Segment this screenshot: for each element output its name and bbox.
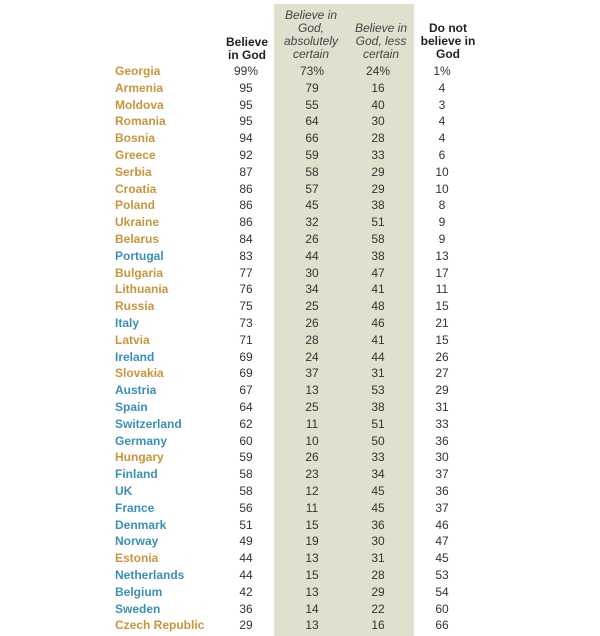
value-cell: 44 <box>239 568 253 582</box>
country-label: Germany <box>115 433 168 448</box>
value-cell: 36 <box>239 601 253 616</box>
value-cell: 37 <box>305 366 319 381</box>
value-cell: 87 <box>239 164 253 179</box>
value-cell: 60 <box>239 433 253 448</box>
table-row <box>0 467 600 484</box>
value-cell: 4 <box>438 80 446 95</box>
value-cell: 62 <box>239 416 253 431</box>
header-less-certain: Believe in God, less certain <box>354 21 408 61</box>
value-cell: 30 <box>305 265 319 280</box>
value-cell: 95 <box>239 114 253 129</box>
table-row <box>0 299 600 316</box>
value-cell: 26 <box>305 316 319 330</box>
value-cell: 25 <box>305 400 319 414</box>
value-cell: 33 <box>371 148 385 162</box>
value-cell: 83 <box>239 248 253 263</box>
value-cell: 59 <box>305 148 319 162</box>
value-cell: 36 <box>435 484 449 498</box>
country-label: Estonia <box>115 551 159 566</box>
value-cell: 53 <box>371 383 385 398</box>
value-cell: 41 <box>371 332 385 347</box>
value-cell: 77 <box>239 265 253 280</box>
value-cell: 44 <box>239 551 253 566</box>
value-cell: 4 <box>438 131 446 146</box>
value-cell: 73 <box>239 316 253 330</box>
value-cell: 34 <box>305 282 319 297</box>
value-cell: 57 <box>305 181 319 196</box>
country-label: Austria <box>115 383 157 398</box>
country-label: Armenia <box>115 80 164 95</box>
value-cell: 15 <box>305 568 319 582</box>
value-cell: 38 <box>371 248 385 263</box>
value-cell: 84 <box>239 232 253 246</box>
value-cell: 44 <box>371 349 385 364</box>
country-label: Georgia <box>115 64 161 78</box>
country-label: Slovakia <box>115 366 164 381</box>
value-cell: 59 <box>239 450 253 465</box>
value-cell: 56 <box>239 500 253 515</box>
value-cell: 86 <box>239 215 253 230</box>
country-label: Latvia <box>115 332 150 347</box>
value-cell: 27 <box>435 366 449 381</box>
value-cell: 37 <box>435 500 449 515</box>
country-label: Moldova <box>115 97 164 112</box>
value-cell: 13 <box>435 248 449 263</box>
value-cell: 26 <box>305 232 319 246</box>
value-cell: 24% <box>365 64 391 78</box>
country-label: Greece <box>115 148 156 162</box>
table-row <box>0 501 600 518</box>
country-label: Ukraine <box>115 215 160 230</box>
value-cell: 40 <box>371 97 385 112</box>
value-cell: 25 <box>305 299 319 314</box>
country-label: Switzerland <box>115 416 182 431</box>
value-cell: 76 <box>239 282 253 297</box>
table-row <box>0 148 600 165</box>
country-label: Ireland <box>115 349 155 364</box>
value-cell: 94 <box>239 131 253 146</box>
table-row <box>0 434 600 451</box>
country-label: UK <box>115 484 133 498</box>
table-row <box>0 114 600 131</box>
value-cell: 64 <box>305 114 319 129</box>
value-cell: 73% <box>299 64 325 78</box>
country-label: Hungary <box>115 450 164 465</box>
table-row <box>0 618 600 635</box>
value-cell: 10 <box>305 433 319 448</box>
table-row <box>0 400 600 417</box>
value-cell: 58 <box>371 232 385 246</box>
value-cell: 51 <box>371 215 385 230</box>
table-row <box>0 602 600 619</box>
value-cell: 41 <box>371 282 385 297</box>
value-cell: 3 <box>438 97 446 112</box>
value-cell: 38 <box>371 400 385 414</box>
table-row <box>0 417 600 434</box>
value-cell: 92 <box>239 148 253 162</box>
table-row <box>0 350 600 367</box>
value-cell: 50 <box>371 433 385 448</box>
table-row <box>0 316 600 333</box>
table-row <box>0 198 600 215</box>
value-cell: 9 <box>438 232 446 246</box>
value-cell: 30 <box>371 534 385 549</box>
value-cell: 69 <box>239 366 253 381</box>
table-row <box>0 266 600 283</box>
value-cell: 51 <box>371 416 385 431</box>
value-cell: 38 <box>371 198 385 213</box>
value-cell: 26 <box>435 349 449 364</box>
value-cell: 26 <box>305 450 319 465</box>
table-row <box>0 383 600 400</box>
value-cell: 95 <box>239 80 253 95</box>
table-row <box>0 366 600 383</box>
country-label: Bosnia <box>115 131 156 146</box>
value-cell: 11 <box>305 416 319 431</box>
country-label: Denmark <box>115 517 167 532</box>
value-cell: 16 <box>371 618 385 633</box>
country-label: Bulgaria <box>115 265 164 280</box>
value-cell: 66 <box>305 131 319 146</box>
value-cell: 32 <box>305 215 319 230</box>
value-cell: 75 <box>239 299 253 314</box>
value-cell: 48 <box>371 299 385 314</box>
table-row <box>0 81 600 98</box>
country-label: Sweden <box>115 601 161 616</box>
value-cell: 67 <box>239 383 253 398</box>
country-label: Belgium <box>115 584 163 599</box>
value-cell: 33 <box>435 416 449 431</box>
value-cell: 95 <box>239 97 253 112</box>
value-cell: 86 <box>239 198 253 213</box>
value-cell: 31 <box>435 400 449 414</box>
value-cell: 11 <box>435 282 449 297</box>
value-cell: 45 <box>305 198 319 213</box>
value-cell: 28 <box>371 131 385 146</box>
country-label: Netherlands <box>115 568 185 582</box>
country-label: Russia <box>115 299 155 314</box>
table-row <box>0 518 600 535</box>
table-row <box>0 182 600 199</box>
value-cell: 17 <box>435 265 449 280</box>
table-row <box>0 534 600 551</box>
value-cell: 34 <box>371 467 385 482</box>
table-row <box>0 568 600 585</box>
table-row <box>0 333 600 350</box>
value-cell: 51 <box>239 517 253 532</box>
value-cell: 47 <box>371 265 385 280</box>
value-cell: 30 <box>435 450 449 465</box>
country-label: Spain <box>115 400 148 414</box>
value-cell: 66 <box>435 618 449 633</box>
table-row <box>0 64 600 81</box>
value-cell: 8 <box>438 198 446 213</box>
value-cell: 44 <box>305 248 319 263</box>
country-label: Norway <box>115 534 159 549</box>
value-cell: 10 <box>435 181 449 196</box>
value-cell: 13 <box>305 584 319 599</box>
value-cell: 15 <box>435 332 449 347</box>
value-cell: 19 <box>305 534 319 549</box>
value-cell: 13 <box>305 551 319 566</box>
value-cell: 28 <box>305 332 319 347</box>
value-cell: 29 <box>435 383 449 398</box>
country-label: Portugal <box>115 248 164 263</box>
table-row <box>0 165 600 182</box>
value-cell: 79 <box>305 80 319 95</box>
value-cell: 37 <box>435 467 449 482</box>
country-label: Belarus <box>115 232 160 246</box>
value-cell: 30 <box>371 114 385 129</box>
value-cell: 14 <box>305 601 319 616</box>
table-row <box>0 585 600 602</box>
country-label: Italy <box>115 316 140 330</box>
country-label: Lithuania <box>115 282 169 297</box>
country-label: France <box>115 500 155 515</box>
value-cell: 58 <box>305 164 319 179</box>
value-cell: 15 <box>435 299 449 314</box>
value-cell: 49 <box>239 534 253 549</box>
value-cell: 36 <box>435 433 449 448</box>
value-cell: 86 <box>239 181 253 196</box>
value-cell: 29 <box>239 618 253 633</box>
value-cell: 46 <box>435 517 449 532</box>
value-cell: 36 <box>371 517 385 532</box>
value-cell: 31 <box>371 366 385 381</box>
value-cell: 23 <box>305 467 319 482</box>
value-cell: 46 <box>371 316 385 330</box>
value-cell: 42 <box>239 584 253 599</box>
value-cell: 71 <box>239 332 253 347</box>
value-cell: 13 <box>305 618 319 633</box>
value-cell: 58 <box>239 484 253 498</box>
country-label: Poland <box>115 198 156 213</box>
value-cell: 29 <box>371 164 385 179</box>
value-cell: 55 <box>305 97 319 112</box>
value-cell: 45 <box>371 484 385 498</box>
table-row <box>0 232 600 249</box>
value-cell: 47 <box>435 534 449 549</box>
value-cell: 6 <box>438 148 446 162</box>
value-cell: 28 <box>371 568 385 582</box>
table-row <box>0 551 600 568</box>
country-label: Serbia <box>115 164 152 179</box>
country-label: Finland <box>115 467 158 482</box>
value-cell: 13 <box>305 383 319 398</box>
value-cell: 45 <box>435 551 449 566</box>
table-row <box>0 282 600 299</box>
table-row <box>0 131 600 148</box>
table-row <box>0 484 600 501</box>
value-cell: 4 <box>438 114 446 129</box>
value-cell: 29 <box>371 584 385 599</box>
value-cell: 99% <box>233 64 259 78</box>
table-row <box>0 450 600 467</box>
header-not-believe: Do not believe in God <box>420 21 476 61</box>
value-cell: 22 <box>371 601 385 616</box>
value-cell: 33 <box>371 450 385 465</box>
value-cell: 1% <box>433 64 451 78</box>
country-label: Czech Republic <box>115 618 205 633</box>
country-label: Romania <box>115 114 166 129</box>
value-cell: 24 <box>305 349 319 364</box>
value-cell: 12 <box>305 484 319 498</box>
value-cell: 9 <box>438 215 446 230</box>
value-cell: 21 <box>435 316 449 330</box>
value-cell: 54 <box>435 584 449 599</box>
value-cell: 60 <box>435 601 449 616</box>
value-cell: 16 <box>371 80 385 95</box>
table-row <box>0 249 600 266</box>
header-believe: Believe in God <box>225 35 269 62</box>
value-cell: 64 <box>239 400 253 414</box>
value-cell: 15 <box>305 517 319 532</box>
value-cell: 11 <box>305 500 319 515</box>
table-row <box>0 215 600 232</box>
header-certain: Believe in God, absolutely certain <box>283 8 339 61</box>
country-label: Croatia <box>115 181 157 196</box>
value-cell: 31 <box>371 551 385 566</box>
value-cell: 10 <box>435 164 449 179</box>
value-cell: 58 <box>239 467 253 482</box>
value-cell: 53 <box>435 568 449 582</box>
value-cell: 45 <box>371 500 385 515</box>
table-row <box>0 98 600 115</box>
value-cell: 69 <box>239 349 253 364</box>
value-cell: 29 <box>371 181 385 196</box>
